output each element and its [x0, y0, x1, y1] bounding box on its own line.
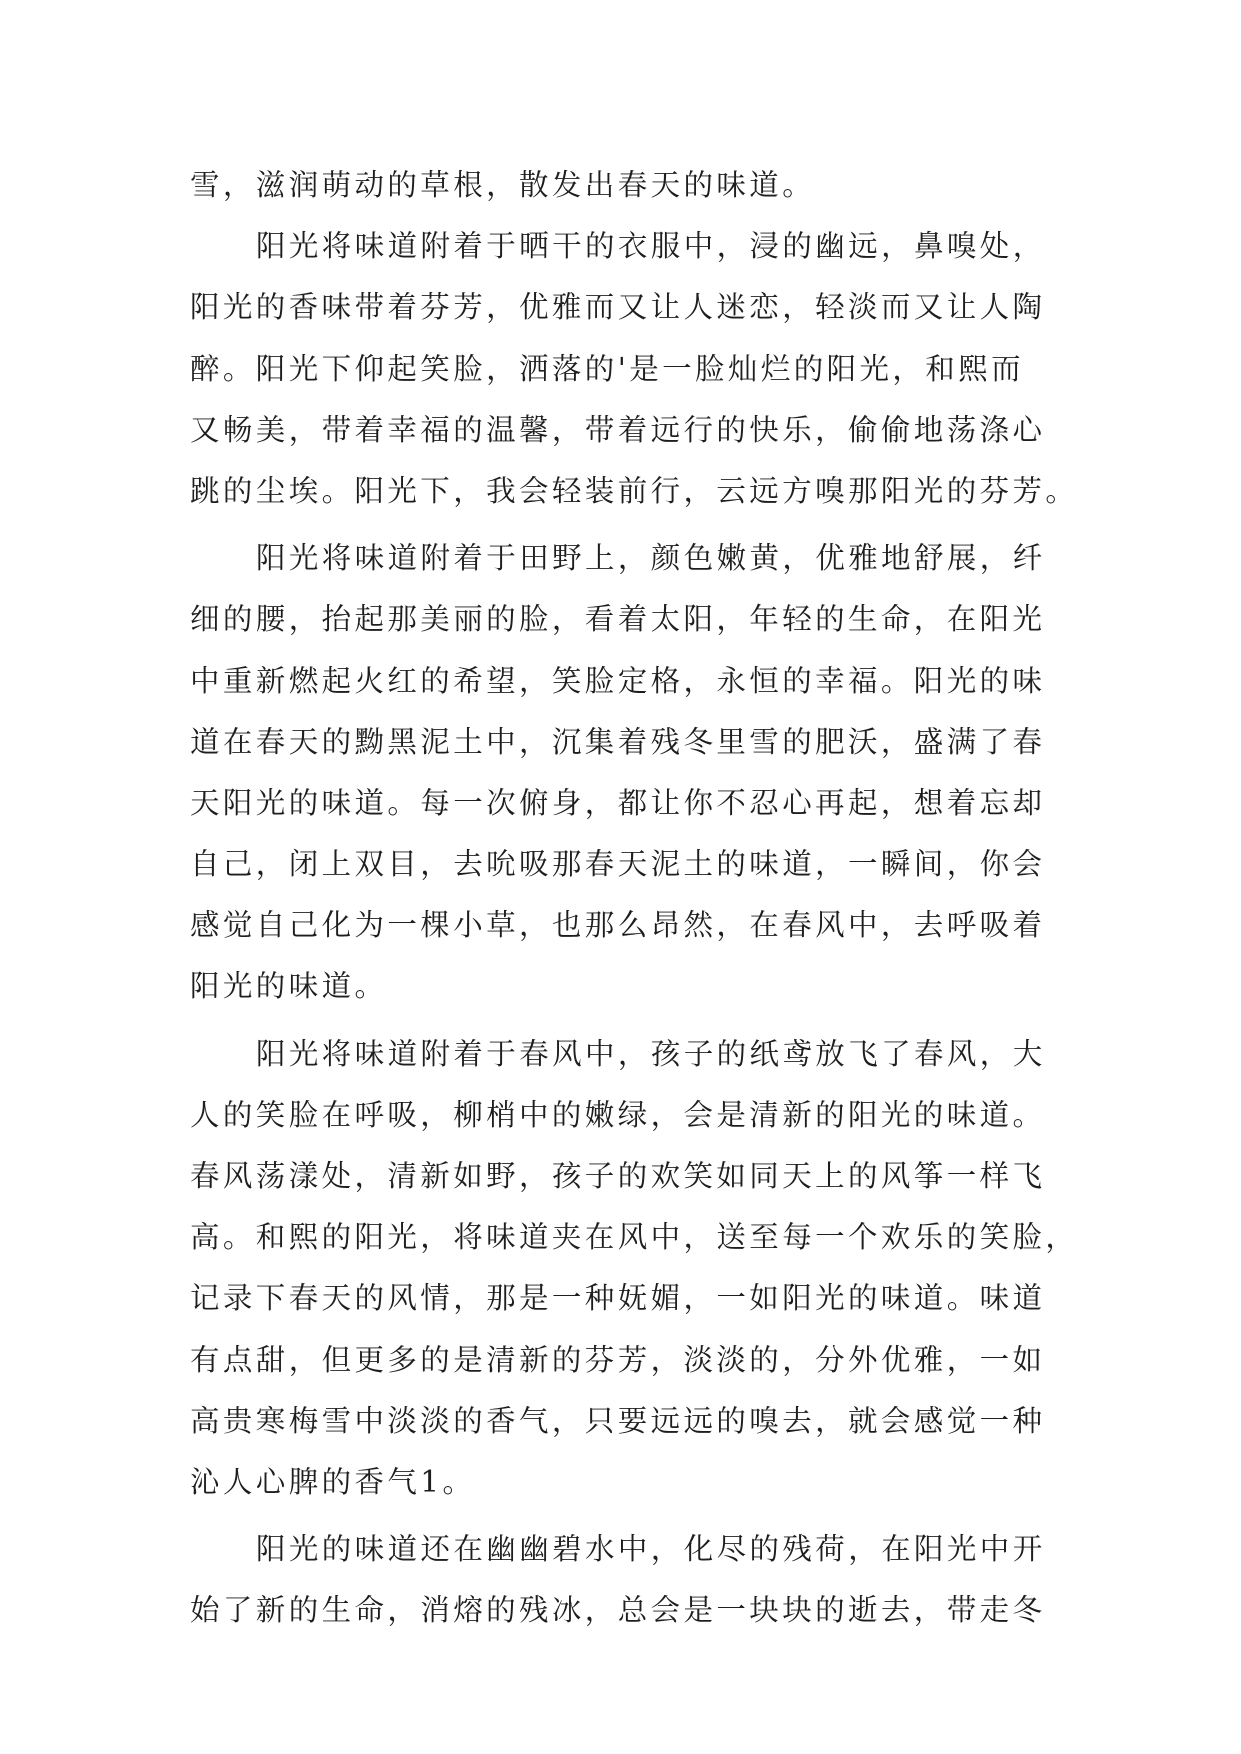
text-line: 又畅美，带着幸福的温馨，带着远行的快乐，偷偷地荡涤心 — [190, 412, 1046, 447]
paragraph-first-line: 阳光将味道附着于田野上，颜色嫩黄，优雅地舒展，纤 — [256, 541, 1046, 576]
text-line: 天阳光的味道。每一次俯身，都让你不忍心再起，想着忘却 — [190, 785, 1046, 820]
text-line: 道在春天的黝黑泥土中，沉集着残冬里雪的肥沃，盛满了春 — [190, 724, 1046, 759]
text-line: 感觉自己化为一棵小草，也那么昂然，在春风中，去呼吸着 — [190, 908, 1046, 943]
text-line: 记录下春天的风情，那是一种妩媚，一如阳光的味道。味道 — [190, 1281, 1046, 1316]
text-line: 细的腰，抬起那美丽的脸，看着太阳，年轻的生命，在阳光 — [190, 602, 1046, 637]
paragraph-first-line: 阳光的味道还在幽幽碧水中，化尽的残荷，在阳光中开 — [256, 1532, 1046, 1567]
text-line: 人的笑脸在呼吸，柳梢中的嫩绿，会是清新的阳光的味道。 — [190, 1097, 1046, 1132]
text-line: 阳光的香味带着芬芳，优雅而又让人迷恋，轻淡而又让人陶 — [190, 290, 1046, 325]
text-line: 沁人心脾的香气1。 — [190, 1464, 476, 1499]
body-text — [190, 155, 1090, 1642]
text-line: 有点甜，但更多的是清新的芬芳，淡淡的，分外优雅，一如 — [190, 1342, 1046, 1377]
text-line: 跳的尘埃。阳光下，我会轻装前行，云远方嗅那阳光的芬芳。 — [190, 473, 1079, 508]
text-line: 自己，闭上双目，去吮吸那春天泥土的味道，一瞬间，你会 — [190, 847, 1046, 882]
text-line: 始了新的生命，消熔的残冰，总会是一块块的逝去，带走冬 — [190, 1593, 1046, 1628]
paragraph-first-line: 阳光将味道附着于晒干的衣服中，浸的幽远，鼻嗅处， — [256, 229, 1046, 264]
text-line: 高。和熙的阳光，将味道夹在风中，送至每一个欢乐的笑脸， — [190, 1220, 1079, 1255]
paragraph-first-line: 阳光将味道附着于春风中，孩子的纸鸢放飞了春风，大 — [256, 1036, 1046, 1071]
text-line: 中重新燃起火红的希望，笑脸定格，永恒的幸福。阳光的味 — [190, 663, 1046, 698]
text-line: 阳光的味道。 — [190, 969, 388, 1004]
text-line: 高贵寒梅雪中淡淡的香气，只要远远的嗅去，就会感觉一种 — [190, 1403, 1046, 1438]
text-line: 雪，滋润萌动的草根，散发出春天的味道。 — [190, 168, 816, 202]
text-line: 醉。阳光下仰起笑脸，洒落的'是一脸灿烂的阳光，和熙而 — [190, 351, 1025, 386]
text-line: 春风荡漾处，清新如野，孩子的欢笑如同天上的风筝一样飞 — [190, 1159, 1046, 1193]
